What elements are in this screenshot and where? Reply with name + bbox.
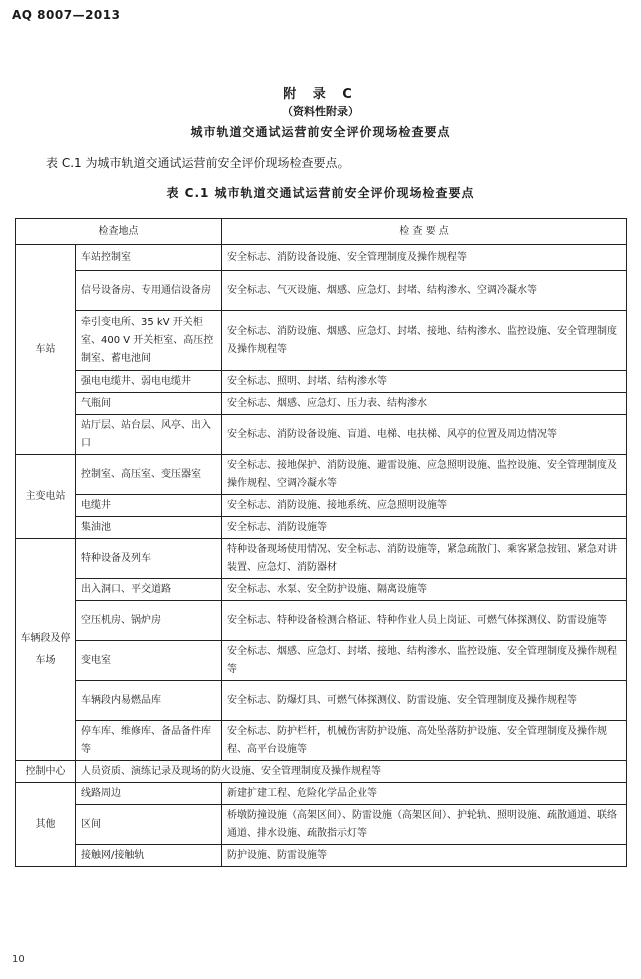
location-cell: 变电室	[76, 641, 222, 681]
table-row	[16, 455, 627, 495]
points-cell: 安全标志、防护栏杆，机械伤害防护设施、高处坠落防护设施、安全管理制度及操作规程、高平台设施等	[222, 721, 627, 761]
table-header-row	[16, 219, 627, 245]
location-cell: 线路周边	[76, 783, 222, 805]
table-caption: 表 C.1 城市轨道交通试运营前安全评价现场检查要点	[166, 186, 475, 200]
merged-points-cell: 人员资质、演练记录及现场的防火设施、安全管理制度及操作规程等	[76, 761, 627, 783]
location-cell: 特种设备及列车	[76, 539, 222, 579]
category-cell: 车站	[16, 245, 76, 455]
location-cell: 车辆段内易燃品库	[76, 681, 222, 721]
category-cell: 其他	[16, 783, 76, 867]
points-cell: 安全标志、照明、封堵、结构渗水等	[222, 371, 627, 393]
appendix-title: 附 录 C	[283, 87, 358, 102]
points-cell: 安全标志、烟感、应急灯、封堵、接地、结构渗水、监控设施、安全管理制度及操作规程等	[222, 641, 627, 681]
table-row	[16, 761, 627, 783]
location-cell: 牵引变电所、35 kV 开关柜室、400 V 开关柜室、高压控制室、蓄电池间	[76, 311, 222, 371]
location-cell: 停车库、维修库、备品备件库等	[76, 721, 222, 761]
document-code: AQ 8007—2013	[12, 8, 121, 22]
points-cell: 防护设施、防雷设施等	[222, 845, 627, 867]
points-cell: 安全标志、烟感、应急灯、压力表、结构渗水	[222, 393, 627, 415]
points-cell: 安全标志、消防设施、烟感、应急灯、封堵、接地、结构渗水、监控设施、安全管理制度及操作规程等	[222, 311, 627, 371]
category-cell: 主变电站	[16, 455, 76, 539]
location-cell: 信号设备房、专用通信设备房	[76, 271, 222, 311]
location-cell: 接触网/接触轨	[76, 845, 222, 867]
location-cell: 站厅层、站台层、风亭、出入口	[76, 415, 222, 455]
table-row	[16, 681, 627, 721]
table-row	[16, 641, 627, 681]
table-row	[16, 517, 627, 539]
table-row	[16, 805, 627, 845]
points-cell: 安全标志、消防设施等	[222, 517, 627, 539]
points-cell: 安全标志、特种设备检测合格证、特种作业人员上岗证、可燃气体探测仪、防雷设施等	[222, 601, 627, 641]
location-cell: 区间	[76, 805, 222, 845]
location-cell: 气瓶间	[76, 393, 222, 415]
page-number: 10	[12, 954, 25, 965]
table-row	[16, 393, 627, 415]
category-cell: 车辆段及停车场	[16, 539, 76, 761]
points-cell: 安全标志、消防设备设施、盲道、电梯、电扶梯、风亭的位置及周边情况等	[222, 415, 627, 455]
location-cell: 电缆井	[76, 495, 222, 517]
table-row	[16, 495, 627, 517]
location-cell: 车站控制室	[76, 245, 222, 271]
location-cell: 控制室、高压室、变压器室	[76, 455, 222, 495]
table-row	[16, 539, 627, 579]
points-cell: 新建扩建工程、危险化学品企业等	[222, 783, 627, 805]
location-cell: 出入洞口、平交道路	[76, 579, 222, 601]
column-header-location: 检查地点	[16, 219, 222, 245]
table-row	[16, 245, 627, 271]
table-row	[16, 579, 627, 601]
category-cell: 控制中心	[16, 761, 76, 783]
table-row	[16, 311, 627, 371]
points-cell: 安全标志、防爆灯具、可燃气体探测仪、防雷设施、安全管理制度及操作规程等	[222, 681, 627, 721]
inspection-table	[15, 218, 627, 867]
table-row	[16, 415, 627, 455]
points-cell: 安全标志、接地保护、消防设施、避雷设施、应急照明设施、监控设施、安全管理制度及操作规程、空调冷凝水等	[222, 455, 627, 495]
points-cell: 桥墩防撞设施（高架区间）、防雷设施（高架区间）、护轮轨、照明设施、疏散通道、联络通道、排水设施、疏散指示灯等	[222, 805, 627, 845]
intro-paragraph: 表 C.1 为城市轨道交通试运营前安全评价现场检查要点。	[46, 156, 350, 170]
table-row	[16, 271, 627, 311]
table-row	[16, 845, 627, 867]
table-row	[16, 783, 627, 805]
table-row	[16, 721, 627, 761]
location-cell: 强电电缆井、弱电电缆井	[76, 371, 222, 393]
points-cell: 安全标志、气灭设施、烟感、应急灯、封堵、结构渗水、空调冷凝水等	[222, 271, 627, 311]
location-cell: 空压机房、锅炉房	[76, 601, 222, 641]
points-cell: 安全标志、消防设备设施、安全管理制度及操作规程等	[222, 245, 627, 271]
table-body	[16, 245, 627, 867]
points-cell: 安全标志、水泵、安全防护设施、隔离设施等	[222, 579, 627, 601]
appendix-subtitle: 城市轨道交通试运营前安全评价现场检查要点	[190, 125, 451, 139]
column-header-points: 检 查 要 点	[222, 219, 627, 245]
points-cell: 特种设备现场使用情况、安全标志、消防设施等，紧急疏散门、乘客紧急按钮、紧急对讲装置、应急灯、消防器材	[222, 539, 627, 579]
location-cell: 集油池	[76, 517, 222, 539]
points-cell: 安全标志、消防设施、接地系统、应急照明设施等	[222, 495, 627, 517]
appendix-note: （资料性附录）	[282, 105, 359, 118]
table-row	[16, 371, 627, 393]
table-row	[16, 601, 627, 641]
